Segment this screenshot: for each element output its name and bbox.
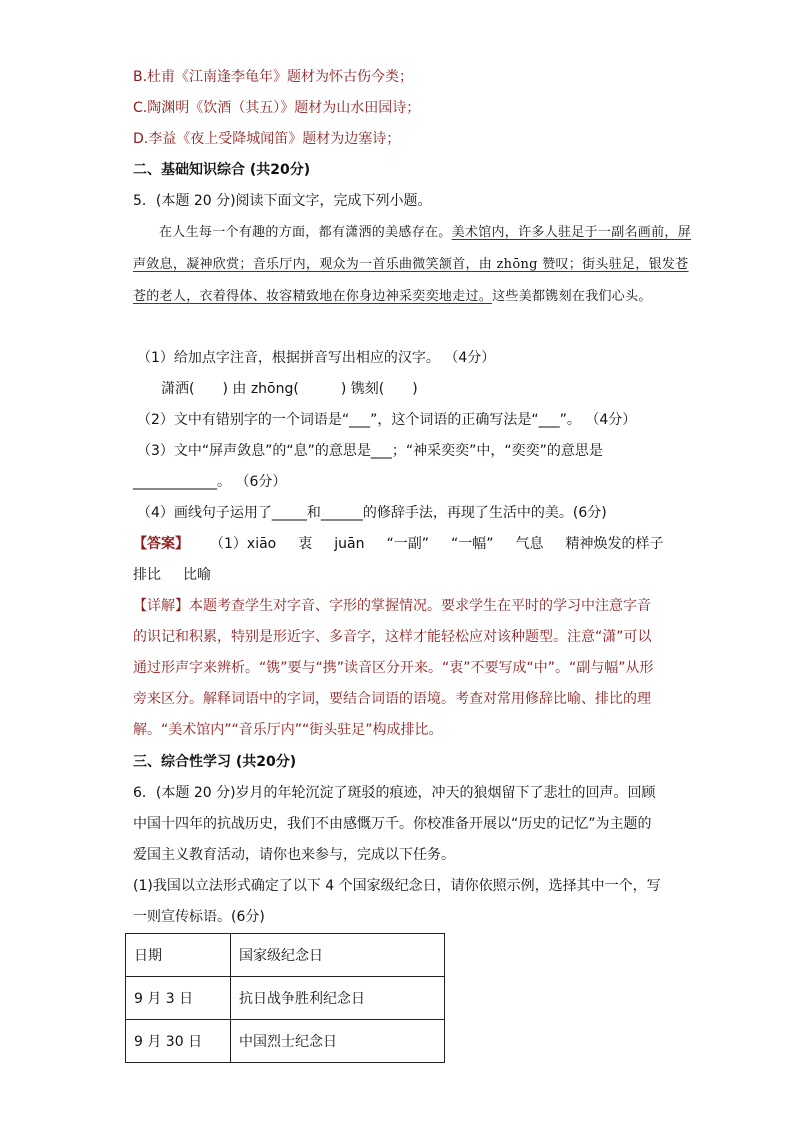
table-cell-date: 9 月 30 日 <box>126 1020 231 1063</box>
table-row <box>126 977 445 1020</box>
table-cell-day: 抗日战争胜利纪念日 <box>231 977 445 1020</box>
question-5-1: （1）给加点字注音，根据拼音写出相应的汉字。 （4分） <box>137 350 496 366</box>
answer-label: 【答案】 <box>133 536 189 552</box>
question-5-3-cont: ____________。 （6分） <box>133 474 287 490</box>
question-5-1-blanks: 潇洒( ) 由 zhōng( ) 镌刻( ) <box>161 381 418 397</box>
detail-explanation: 【详解】本题考查学生对字音、字形的掌握情况。要求学生在平时的学习中注意字音的识记和积累，特别是形近字、多音字，这样才能轻松应对该种题型。注意“潇”可以通过形声字来辨析。“镌”要与“携”读音区分开来。“衷”不要写成“中”。“副与幅”从形旁来区分。解释词语中的字词，要结合词语的语境。考查对常用修辞比喻、排比的理解。“美术馆内”“音乐厅内”“街头驻足”构成排比。 <box>133 598 654 738</box>
table-row <box>126 1020 445 1063</box>
section-2-heading: 二、基础知识综合 (共20分) <box>133 162 311 178</box>
table-header-row <box>126 934 445 977</box>
answer-row-2 <box>133 565 233 585</box>
question-5-3: （3）文中“屏声敛息”的“息”的意思是___；“神采奕奕”中，“奕奕”的意思是 <box>137 443 603 459</box>
table-header-cell: 日期 <box>126 934 231 977</box>
question-5-intro: 5．(本题 20 分)阅读下面文字，完成下列小题。 <box>133 193 432 209</box>
option-c: C.陶渊明《饮酒（其五）》题材为山水田园诗； <box>133 100 421 116</box>
option-d: D.李益《夜上受降城闻笛》题材为边塞诗； <box>133 131 401 147</box>
answer-item: “一副” <box>386 536 429 552</box>
answer-item: 比喻 <box>183 567 211 583</box>
passage-underlined-sentence: 美术馆内，许多人驻足于一副名画前，屏声敛息，凝神欣赏；音乐厅内，观众为一首乐曲微笑颔首，由 zhōng 赞叹；街头驻足，银发苍苍的老人，衣着得体、妆容精致地在你身边神采奕奕地走过。 <box>133 225 692 304</box>
passage-sentence-1: 在人生每一个有趣的方面，都有潇洒的美感存在。 <box>159 225 452 240</box>
question-6-intro: 6．(本题 20 分)岁月的年轮沉淀了斑驳的痕迹，冲天的狼烟留下了悲壮的回声。回顾中国十四年的抗战历史，我们不由感慨万千。你校准备开展以“历史的记忆”为主题的爱国主义教育活动，请你也来参与，完成以下任务。 <box>133 785 656 863</box>
answer-item: 气息 <box>515 536 544 552</box>
table-cell-day: 中国烈士纪念日 <box>231 1020 445 1063</box>
table-cell-date: 9 月 3 日 <box>126 977 231 1020</box>
answer-row-1 <box>133 534 685 554</box>
answer-item: （1）xiāo <box>217 536 277 552</box>
answer-item: 精神焕发的样子 <box>565 536 664 552</box>
answer-item: “一幅” <box>450 536 494 552</box>
answer-item: 排比 <box>133 567 161 583</box>
memorial-days-table <box>125 933 445 1063</box>
question-6-1: (1)我国以立法形式确定了以下 4 个国家级纪念日，请你依照示例，选择其中一个，写一则宣传标语。(6分) <box>133 878 661 925</box>
answer-item: juān <box>334 536 365 552</box>
question-5-2: （2）文中有错别字的一个词语是“___”，这个词语的正确写法是“___”。 （4分） <box>137 412 637 428</box>
reading-passage <box>133 217 693 313</box>
passage-sentence-3: 这些美都镌刻在我们心头。 <box>492 289 652 304</box>
answer-item: 衷 <box>298 536 313 552</box>
question-5-4: （4）画线句子运用了_____和______的修辞手法，再现了生活中的美。(6分) <box>137 505 607 521</box>
option-b: B.杜甫《江南逢李龟年》题材为怀古伤今类； <box>133 69 414 85</box>
table-header-cell: 国家级纪念日 <box>231 934 445 977</box>
section-3-heading: 三、综合性学习 (共20分) <box>133 754 297 770</box>
